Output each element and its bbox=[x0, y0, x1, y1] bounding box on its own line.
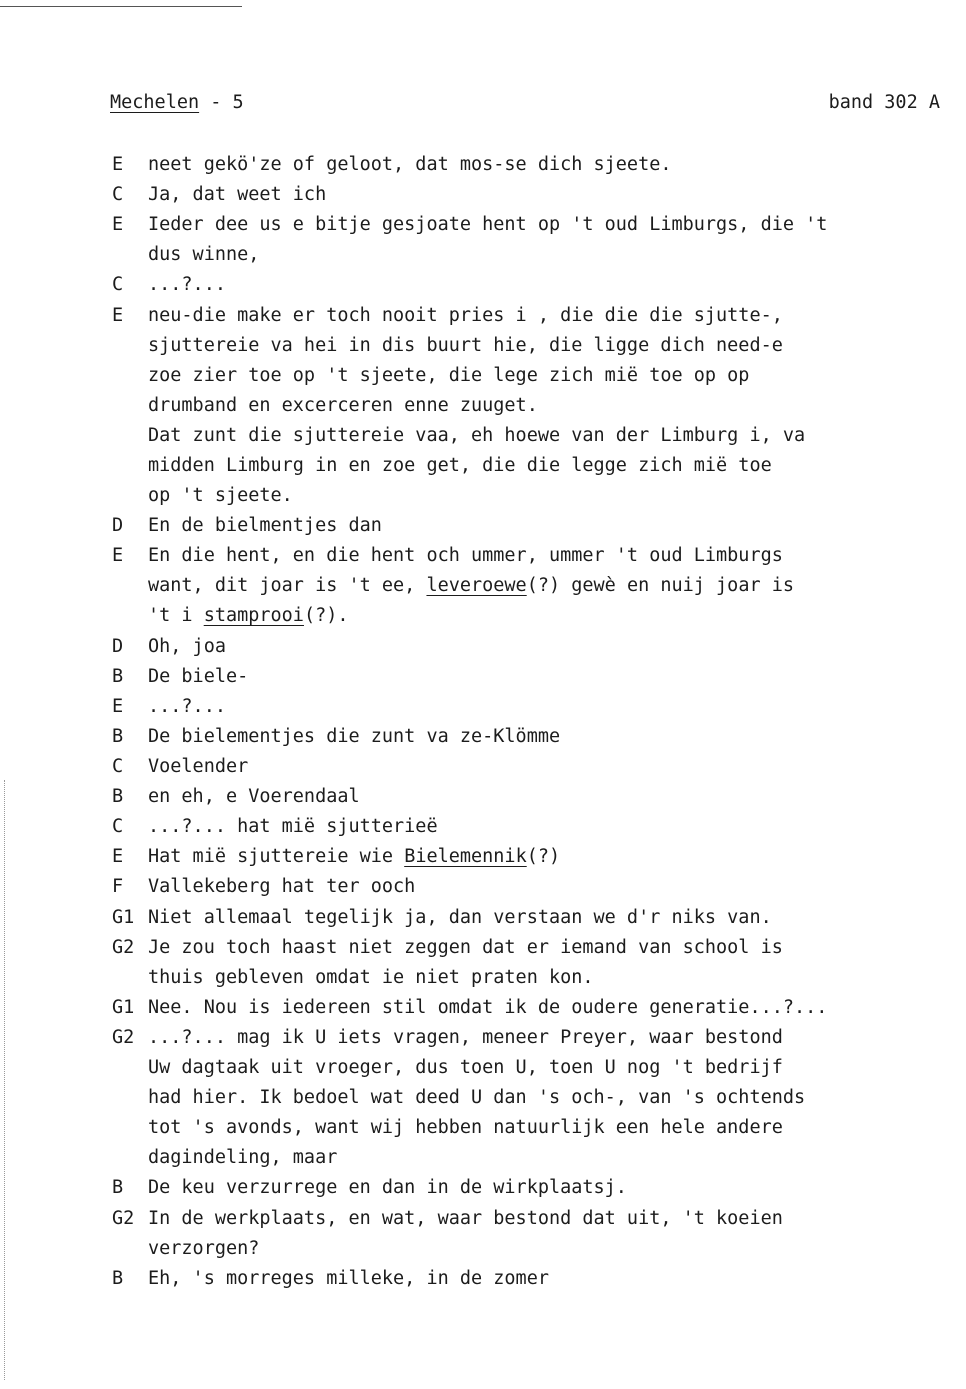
utterance-text bbox=[148, 541, 948, 631]
utterance-line: Eh, 's morreges milleke, in de zomer bbox=[148, 1267, 549, 1289]
utterance-line: 't i stamprooi(?). bbox=[148, 605, 349, 627]
utterance-line: ...?... bbox=[148, 695, 226, 717]
utterance-line: De bielementjes die zunt va ze-Klömme bbox=[148, 725, 561, 747]
scan-edge-line bbox=[0, 6, 242, 7]
speaker-label: E bbox=[112, 846, 124, 868]
utterance-line: Nee. Nou is iedereen stil omdat ik de oudere generatie...?... bbox=[148, 996, 828, 1018]
speaker-label: B bbox=[112, 1177, 124, 1199]
utterance-line: zoe zier toe op 't sjeete, die lege zich mië toe op op bbox=[148, 364, 750, 386]
speaker-label: C bbox=[112, 816, 124, 838]
utterance-text bbox=[148, 812, 948, 842]
utterance-text bbox=[148, 1204, 948, 1264]
utterance-text bbox=[148, 1173, 948, 1203]
utterance-line: Uw dagtaak uit vroeger, dus toen U, toen U nog 't bedrijf bbox=[148, 1056, 783, 1078]
header-left bbox=[110, 92, 244, 113]
speaker-label: E bbox=[112, 545, 124, 567]
utterance-line: De biele- bbox=[148, 665, 249, 687]
utterance-line: op 't sjeete. bbox=[148, 485, 293, 507]
utterance-line: De keu verzurrege en dan in de wirkplaatsj. bbox=[148, 1177, 627, 1199]
utterance-line: had hier. Ik bedoel wat deed U dan 's och-, van 's ochtends bbox=[148, 1087, 806, 1109]
speaker-label: B bbox=[112, 1267, 124, 1289]
utterance-line: Niet allemaal tegelijk ja, dan verstaan we d'r niks van. bbox=[148, 906, 772, 928]
speaker-label: C bbox=[112, 184, 124, 206]
utterance-line: en eh, e Voerendaal bbox=[148, 786, 360, 808]
speaker-label: C bbox=[112, 274, 124, 296]
utterance-text bbox=[148, 903, 948, 933]
utterance-text bbox=[148, 632, 948, 662]
speaker-label: D bbox=[112, 635, 124, 657]
utterance-text bbox=[148, 511, 948, 541]
utterance-line: neu-die make er toch nooit pries i , die die die sjutte-, bbox=[148, 304, 783, 326]
speaker-label: D bbox=[112, 515, 124, 537]
page-number: - 5 bbox=[199, 92, 244, 113]
utterance-line: verzorgen? bbox=[148, 1237, 260, 1259]
speaker-label: G2 bbox=[112, 1207, 135, 1229]
utterance-line: Voelender bbox=[148, 756, 249, 777]
utterance-line: Hat mië sjuttereie wie Bielemennik(?) bbox=[148, 846, 561, 868]
utterance-line: sjuttereie va hei in dis buurt hie, die ligge dich need-e bbox=[148, 334, 783, 356]
utterance-text bbox=[148, 150, 948, 180]
utterance-line: En de bielmentjes dan bbox=[148, 515, 382, 537]
speaker-label: B bbox=[112, 786, 124, 808]
utterance-text bbox=[148, 662, 948, 692]
utterance-text bbox=[148, 1264, 948, 1294]
page-header bbox=[110, 92, 940, 122]
utterance-text bbox=[148, 782, 948, 812]
utterance-text bbox=[148, 692, 948, 722]
utterance-line: dus winne, bbox=[148, 244, 260, 266]
utterance-text bbox=[148, 301, 948, 512]
tape-reference: band 302 A bbox=[828, 92, 940, 113]
place-name: Mechelen bbox=[110, 92, 200, 113]
utterance-line: Dat zunt die sjuttereie vaa, eh hoewe van der Limburg i, va bbox=[148, 424, 806, 446]
utterance-text bbox=[148, 752, 948, 782]
utterance-text bbox=[148, 872, 948, 902]
utterance-text bbox=[148, 842, 948, 872]
utterance-line: Ieder dee us e bitje gesjoate hent op 't oud Limburgs, die 't bbox=[148, 214, 828, 236]
utterance-line: ...?... hat mië sjutterieë bbox=[148, 816, 438, 838]
utterance-line: dagindeling, maar bbox=[148, 1147, 338, 1169]
utterance-line: Ja, dat weet ich bbox=[148, 184, 327, 206]
speaker-label: C bbox=[112, 756, 124, 777]
utterance-line: In de werkplaats, en wat, waar bestond dat uit, 't koeien bbox=[148, 1207, 783, 1229]
utterance-line: Vallekeberg hat ter ooch bbox=[148, 876, 416, 898]
utterance-text bbox=[148, 180, 948, 210]
utterance-line: thuis gebleven omdat ie niet praten kon. bbox=[148, 966, 594, 988]
speaker-label: G2 bbox=[112, 936, 135, 958]
underlined-word: stamprooi bbox=[203, 605, 304, 627]
speaker-label: E bbox=[112, 214, 124, 236]
utterance-text bbox=[148, 270, 948, 300]
utterance-text bbox=[148, 933, 948, 993]
underlined-word: leveroewe bbox=[426, 575, 527, 597]
utterance-text bbox=[148, 210, 948, 270]
speaker-label: E bbox=[112, 154, 124, 175]
utterance-line: ...?... bbox=[148, 274, 226, 296]
utterance-text bbox=[148, 993, 948, 1023]
utterance-line: drumband en excerceren enne zuuget. bbox=[148, 394, 538, 416]
speaker-label: E bbox=[112, 304, 124, 326]
underlined-word: Bielemennik bbox=[404, 846, 527, 868]
speaker-label: B bbox=[112, 665, 124, 687]
utterance-line: ...?... mag ik U iets vragen, meneer Preyer, waar bestond bbox=[148, 1026, 783, 1048]
utterance-line: En die hent, en die hent och ummer, ummer 't oud Limburgs bbox=[148, 545, 783, 567]
utterance-line: Je zou toch haast niet zeggen dat er iemand van school is bbox=[148, 936, 783, 958]
speaker-label: G2 bbox=[112, 1026, 135, 1048]
speaker-label: G1 bbox=[112, 906, 135, 928]
utterance-line: midden Limburg in en zoe get, die die legge zich mië toe bbox=[148, 454, 772, 476]
speaker-label: G1 bbox=[112, 996, 135, 1018]
speaker-label: B bbox=[112, 725, 124, 747]
speaker-label: F bbox=[112, 876, 124, 898]
speaker-label: E bbox=[112, 695, 124, 717]
utterance-line: tot 's avonds, want wij hebben natuurlijk een hele andere bbox=[148, 1117, 783, 1139]
utterance-line: neet gekö'ze of geloot, dat mos-se dich sjeete. bbox=[148, 154, 672, 175]
margin-marks bbox=[4, 780, 7, 1380]
utterance-text bbox=[148, 1023, 948, 1173]
utterance-text bbox=[148, 722, 948, 752]
utterance-line: want, dit joar is 't ee, leveroewe(?) gewè en nuij joar is bbox=[148, 575, 795, 597]
utterance-line: Oh, joa bbox=[148, 635, 226, 657]
